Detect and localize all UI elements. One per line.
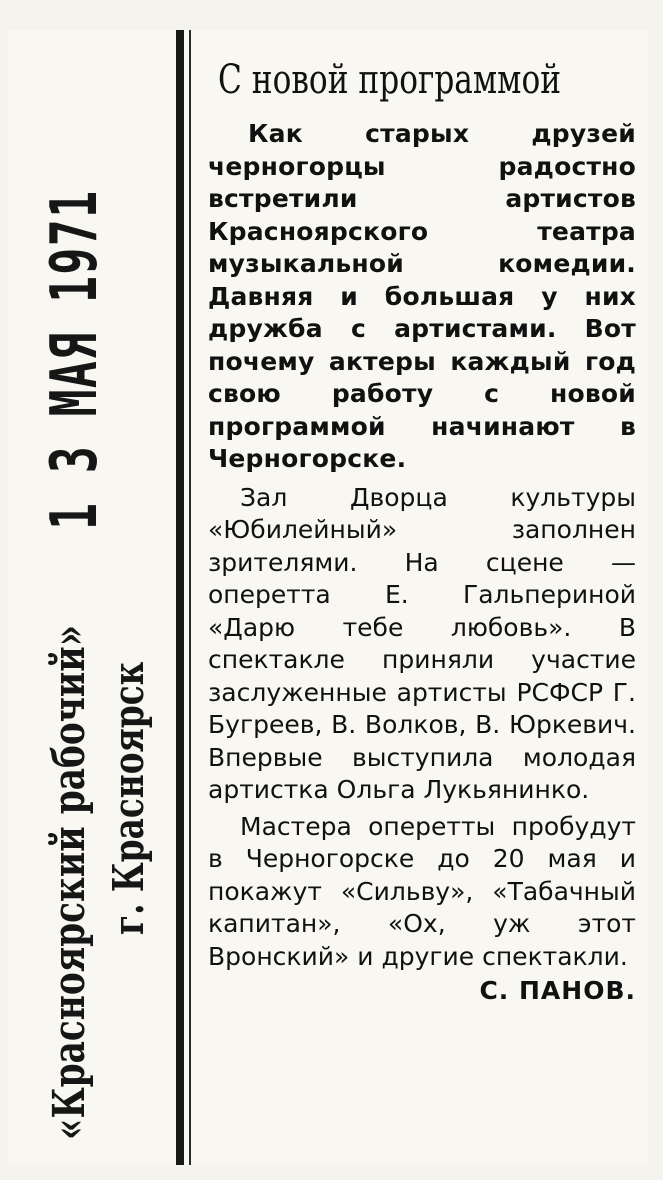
article-author: С. ПАНОВ. (479, 976, 636, 1005)
stamp-newspaper-name: «Красноярский рабочий» (44, 624, 95, 1140)
article-lead-paragraph: Как старых друзей черногорцы радостно встретили артистов Красноярского театра музыкальной комедии. Давняя и большая у них дружба с артистами. Вот почему актеры каждый год свою работу с новой программой начинают в Черногорске. (208, 119, 636, 473)
stamp-city: г. Красноярск (104, 661, 153, 935)
stamp-date: 1 3 МАЯ 1971 (38, 189, 112, 530)
column-rule-thick (176, 30, 184, 1165)
archive-stamp (8, 30, 178, 1165)
article-paragraph: Зал Дворца культуры «Юбилейный» заполнен зрителями. На сцене — оперетта Е. Гальпериной «Дарю тебе любовь». В спектакле приняли участие заслуженные артисты РСФСР Г. Бугреев, В. Волков, В. Юркевич. Впервые выступила молодая артистка Ольга Лукьянинко. (208, 482, 636, 804)
article-paragraph: Мастера оперетты пробудут в Черногорске до 20 мая и покажут «Сильву», «Табачный капитан», «Ох, уж этот Вронский» и другие спектакли. (208, 811, 636, 971)
column-rule-thin (189, 30, 191, 1165)
article-title: С новой программой (218, 57, 562, 103)
newspaper-clipping (8, 30, 648, 1165)
article (208, 58, 636, 1007)
